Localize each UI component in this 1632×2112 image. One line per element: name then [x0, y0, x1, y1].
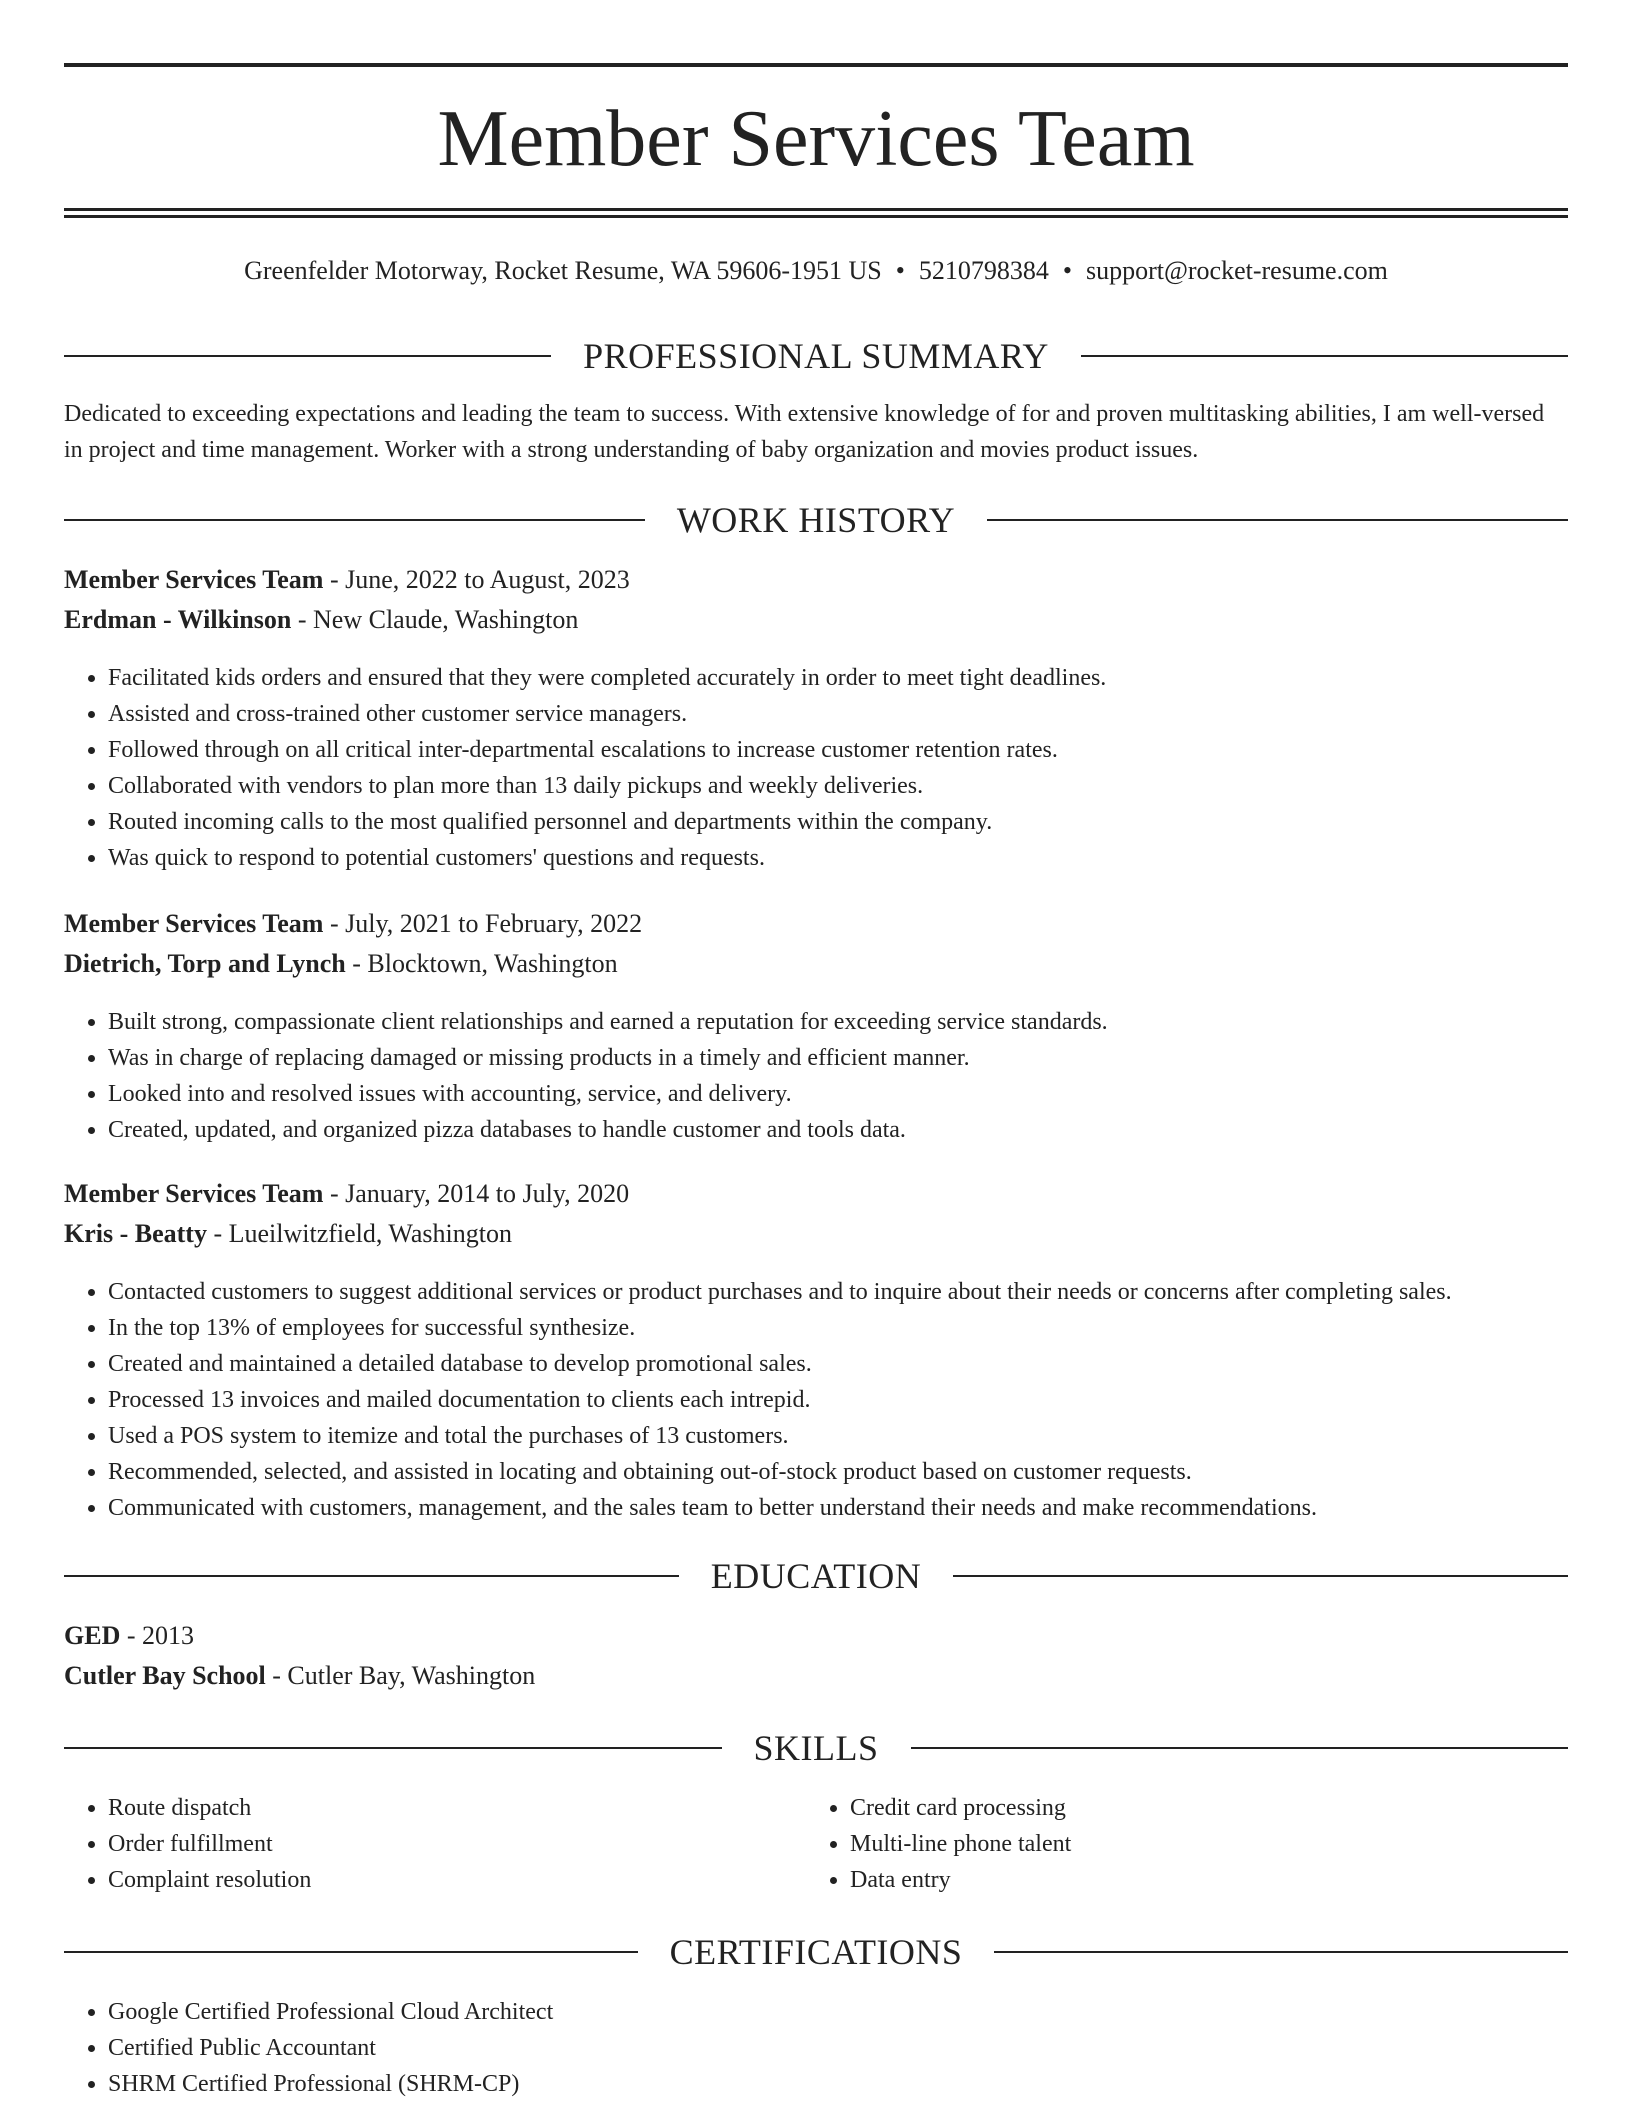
summary-text: Dedicated to exceeding expectations and leading the team to success. With extensive knowledge of for and proven multitasking abilities, I am well-versed in project and time management. Worker with a strong understanding of baby organization and movies product issues.: [64, 401, 1545, 463]
list-item: • Route dispatch: [108, 1790, 808, 1826]
list-item: • Collaborated with vendors to plan more than 13 daily pickups and weekly deliveries.: [108, 768, 1568, 804]
job-company: Kris - Beatty: [64, 1219, 207, 1248]
job-dates: - January, 2014 to July, 2020: [323, 1179, 630, 1208]
contact-line: [64, 254, 1568, 288]
heading-rule-left: [64, 1747, 722, 1749]
list-item: • Assisted and cross-trained other customer service managers.: [108, 696, 1568, 732]
certifications-title: CERTIFICATIONS: [669, 1932, 963, 1972]
education-heading: [64, 1554, 1568, 1598]
heading-rule-right: [953, 1575, 1568, 1577]
job-bullets: [64, 1004, 1568, 1148]
work-title: WORK HISTORY: [676, 500, 956, 540]
skills-list-left: [64, 1790, 808, 1898]
education-school: Cutler Bay School: [64, 1661, 266, 1690]
heading-rule-left: [64, 1951, 638, 1953]
summary-heading: [64, 334, 1568, 378]
name-underline-upper: [64, 208, 1568, 211]
work-heading: [64, 498, 1568, 542]
job-bullets: [64, 660, 1568, 876]
contact-address: Greenfelder Motorway, Rocket Resume, WA 59606-1951 US: [244, 256, 882, 285]
list-item: • Processed 13 invoices and mailed documentation to clients each intrepid.: [108, 1382, 1568, 1418]
contact-email[interactable]: support@rocket-resume.com: [1085, 256, 1388, 285]
heading-rule-left: [64, 1575, 679, 1577]
list-item: • Was in charge of replacing damaged or missing products in a timely and efficient manner.: [108, 1040, 1568, 1076]
summary-title: PROFESSIONAL SUMMARY: [583, 336, 1049, 376]
contact-separator: •: [895, 256, 905, 285]
heading-rule-right: [911, 1747, 1569, 1749]
education-location: - Cutler Bay, Washington: [265, 1661, 536, 1690]
education-title: EDUCATION: [710, 1556, 922, 1596]
heading-rule-right: [987, 519, 1568, 521]
certifications-heading: [64, 1930, 1568, 1974]
job-location: - New Claude, Washington: [291, 605, 579, 634]
certifications-list: [64, 1994, 1568, 2102]
job-title-line: [64, 1174, 1568, 1214]
job-location: - Blocktown, Washington: [345, 949, 618, 978]
job-dates: - July, 2021 to February, 2022: [323, 909, 643, 938]
resume-name: Member Services Team: [437, 95, 1195, 183]
list-item: • Credit card processing: [850, 1790, 1550, 1826]
list-item: • Order fulfillment: [108, 1826, 808, 1862]
heading-rule-left: [64, 355, 551, 357]
heading-rule-right: [1081, 355, 1568, 357]
job-role: Member Services Team: [64, 1179, 324, 1208]
job-role: Member Services Team: [64, 565, 324, 594]
list-item: • Routed incoming calls to the most qualified personnel and departments within the company.: [108, 804, 1568, 840]
list-item: • Google Certified Professional Cloud Architect: [108, 1994, 1568, 2030]
contact-separator: •: [1062, 256, 1072, 285]
job-company: Erdman - Wilkinson: [64, 605, 292, 634]
skills-title: SKILLS: [753, 1728, 879, 1768]
list-item: • Followed through on all critical inter-departmental escalations to increase customer retention rates.: [108, 732, 1568, 768]
list-item: • Created, updated, and organized pizza databases to handle customer and tools data.: [108, 1112, 1568, 1148]
skills-heading: [64, 1726, 1568, 1770]
list-item: • Looked into and resolved issues with accounting, service, and delivery.: [108, 1076, 1568, 1112]
list-item: • Used a POS system to itemize and total the purchases of 13 customers.: [108, 1418, 1568, 1454]
list-item: • Contacted customers to suggest additional services or product purchases and to inquire about their needs or concerns after completing sales.: [108, 1274, 1568, 1310]
heading-rule-right: [994, 1951, 1568, 1953]
skills-list-right: [806, 1790, 1550, 1898]
list-item: • Created and maintained a detailed database to develop promotional sales.: [108, 1346, 1568, 1382]
list-item: • In the top 13% of employees for successful synthesize.: [108, 1310, 1568, 1346]
job-dates: - June, 2022 to August, 2023: [323, 565, 630, 594]
list-item: • Was quick to respond to potential customers' questions and requests.: [108, 840, 1568, 876]
job-company-line: [64, 600, 1568, 640]
name-underline-lower: [64, 215, 1568, 218]
job-role: Member Services Team: [64, 909, 324, 938]
list-item: • Facilitated kids orders and ensured that they were completed accurately in order to meet tight deadlines.: [108, 660, 1568, 696]
job-title-line: [64, 904, 1568, 944]
education-school-line: [64, 1656, 1568, 1696]
list-item: • Communicated with customers, management, and the sales team to better understand their needs and make recommendations.: [108, 1490, 1568, 1526]
heading-rule-left: [64, 519, 645, 521]
list-item: • Recommended, selected, and assisted in locating and obtaining out-of-stock product based on customer requests.: [108, 1454, 1568, 1490]
list-item: • Complaint resolution: [108, 1862, 808, 1898]
list-item: • Data entry: [850, 1862, 1550, 1898]
education-degree: GED: [64, 1621, 121, 1650]
list-item: • Certified Public Accountant: [108, 2030, 1568, 2066]
job-company: Dietrich, Torp and Lynch: [64, 949, 346, 978]
job-company-line: [64, 944, 1568, 984]
education-degree-line: [64, 1616, 1568, 1656]
job-company-line: [64, 1214, 1568, 1254]
top-rule: [64, 63, 1568, 67]
job-title-line: [64, 560, 1568, 600]
list-item: • SHRM Certified Professional (SHRM-CP): [108, 2066, 1568, 2102]
job-bullets: [64, 1274, 1568, 1526]
job-location: - Lueilwitzfield, Washington: [206, 1219, 512, 1248]
education-year: - 2013: [120, 1621, 195, 1650]
list-item: • Built strong, compassionate client relationships and earned a reputation for exceeding service standards.: [108, 1004, 1568, 1040]
contact-phone: 5210798384: [918, 256, 1049, 285]
list-item: • Multi-line phone talent: [850, 1826, 1550, 1862]
